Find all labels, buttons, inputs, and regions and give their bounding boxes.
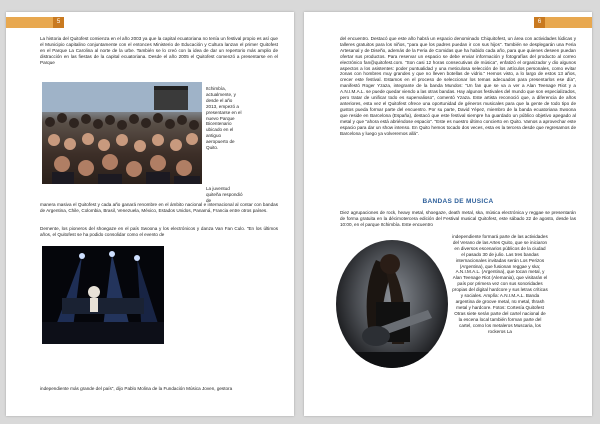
left-page [6,12,294,416]
section-heading: BANDAS DE MUSICA [422,198,494,205]
left-para-1-side: Itchimbía, actualmente, y desde el año 2013, empezó a presentarse en el nuevo Parque Bicentenario ubicado en el antiguo aeropuerto de Quito. [206,86,242,151]
right-page-header-bar [534,17,592,28]
right-para-2-side: independiente formará parte de las actividades del Verano de las Artes Quito, que se iniciaron en diversos escenarios públicos de la ciudad el pasado 30 de julio. Las tres bandas internacionales invitadas serán Los Perizos (Argentina), que fusionan reggae y ska; A.N.I.M.A.L. (Argentina), que tocan metal, y Alan Teenage Riot (Alemania), que visitarán el país por primera vez con sus sonoridades propias del digital hardcore y sus letras críticas y sociales. Amplía: A.N.I.M.A.L. Banda argentina de groove metal, nü metal, thrash metal y hardcore. Fotos: Cortesía Quitofest Otras siete serán parte del cartel nacional de la escena local también forman parte del cartel, como los metaleros Muscaria, los rockeros La [452,234,548,334]
concert-crowd-photo [42,82,202,184]
guitarist-photo [336,240,448,368]
right-para-2: Diez agrupaciones de rock, heavy metal, shoegaze, death metal, ska, música electrónica y reggae se presentarán de forma gratuita en la décimotercera edición del Festival musical Quitofest, este sábado 22 de agosto, desde las 10:00, en el parque Itchimbía. Este encuentro [340,210,576,227]
left-para-2-side: La juventud quiteña respondió de [206,186,243,203]
crowd-illustration [42,82,202,184]
left-para-3: Demente, los pioneros del shoegaze en el país Swoona y los electrónicos y danza Van Fan Culo. "En los últimos años, el Quitofest se ha podido consolidar como el evento de [40,226,278,237]
left-para-1: La historia del Quitofest comienza en el año 2003 ya que la capital ecuatoriana no tenía un festival propio es así que el Municipio capitalino conjuntamente con el entonces Ministerio de Educación y Cultura lanzan el primer Quitofest en el Parque La Carolina al norte de la urbe. También se lo creó con la idea de dar un repertorio más amplio de distracción en las fiestas de la capital ecuatoriana. Desde el año 2005 el Quitofest comenzó a presentarse en el Parque [40,36,278,65]
left-para-2: manera masiva el Quitofest y cada año ganará renombre en el ámbito nacional e internacional al contar con bandas de Argentina, Chile, Colombia, Brasil, Venezuela, México, Estados Unidos, Panamá, Francia entre otros países. [40,202,278,213]
right-page-number: 6 [534,17,545,28]
left-para-4: independiente más grande del país", dijo Pablo Molina de la Fundación Música Joven, gestora [40,386,233,391]
right-para-1: del encuentro. Destacó que este año habrá un espacio denominado Chiquitofest, un área con actividades lúdicas y talleres gratuitos para los niños, "para que los padres puedan ir con sus hijos". También se desplegarán una Feria Artesanal y de Diseño, además de la Feria de Comidas que ha habido cada año, para que quienes deseen puedan ofertar sus productos. Para reservar un espacio se debe enviar información y fotografías del producto al correo electrónico fan@quitofest.com. "Son casi 12 horas consecutivas de música", enfatizó el organizador y dio algunos aspectos a los asistentes: poder puntualidad y una meticulosa selección de los artículos personales, como evitar zonas con hombres muy grandes y que no lleven botellas de vidrio." Hemos visto, a lo largo de estos 13 años, crecer este festival. Estamos en el proceso de seleccionar los temas adecuados para presentarlos ese día", manifestó Roger Yzaza, integrante de la banda Mundos: "Un fan que se va a ver a Alan Teenage Riot y a A.N.I.M.A.L. se puede quedar viendo a las otras bandas. Hay algunos festivales del mundo que son especializados, pero tratar de unificar todo es supervalioso", comentó Yzaza. Este artista reconoció que, a diferencia de años anteriores, esta vez el Quitofest ofrece una oportunidad de géneros musicales para que la gente de todo tipo de gustos pueda formar parte del encuentro. Por su parte, David Yépez, miembro de la banda ecuatoriana Swoona que reside en Barcelona (España), destacó que este festival siempre ha guardado un público objetivo apegado al metal y que "ahora está abriéndose espacio". "Este es nuestro último concierto en Quito. Vamos a aprovechar este espacio para dar un show intenso. En Quito hemos tocado dos veces, esta es la tercera desde que regresamos de Barcelona y luego ya volveremos allá". [340,36,576,136]
stage-lights-photo [42,246,164,344]
stage-illustration [42,246,164,344]
left-page-number: 5 [53,17,64,28]
left-page-header-bar [6,17,64,28]
guitarist-illustration [336,240,448,368]
right-page [304,12,592,416]
